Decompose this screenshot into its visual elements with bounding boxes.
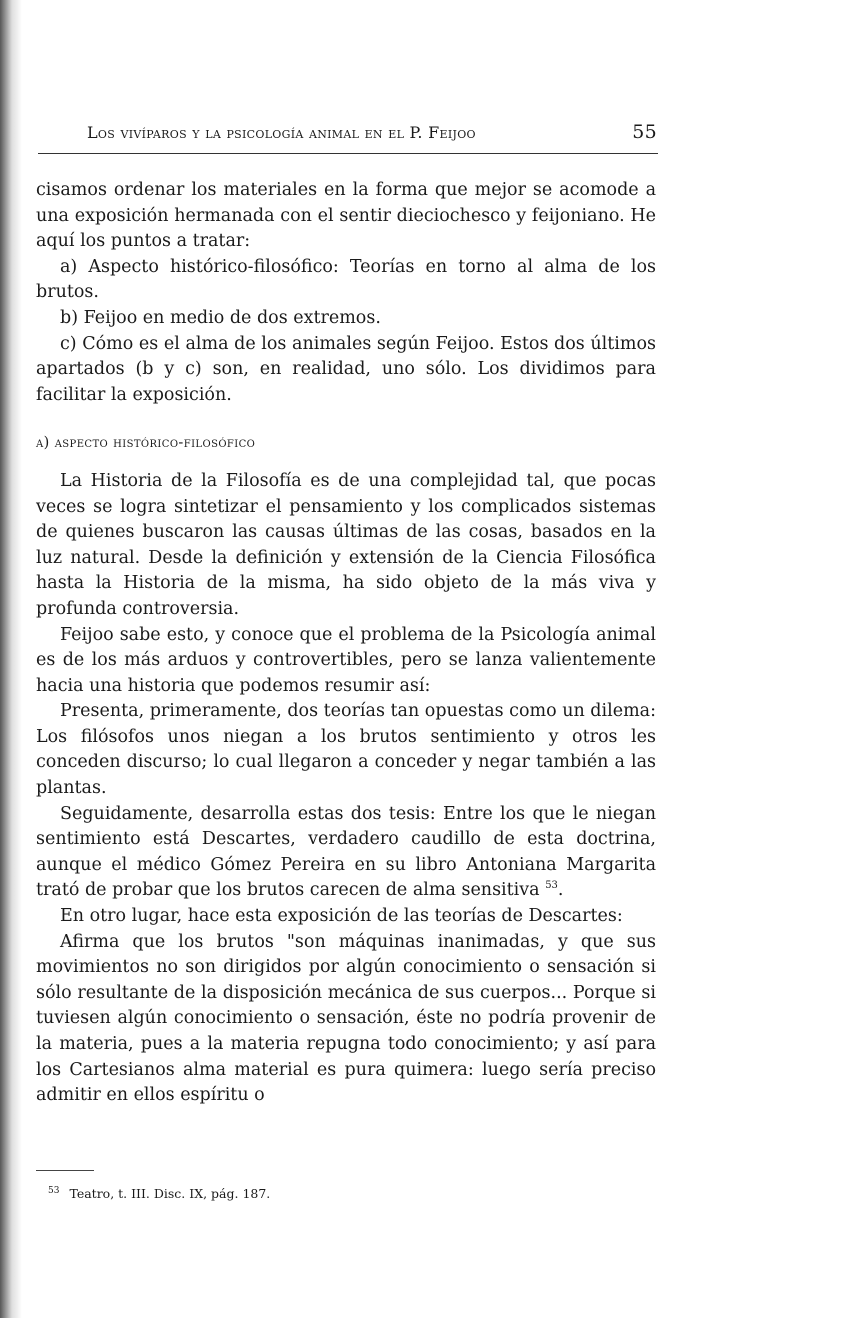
section-heading: a) aspecto histórico-filosófico bbox=[36, 435, 256, 452]
paragraph: En otro lugar, hace esta exposición de las teorías de Descartes: bbox=[60, 906, 623, 927]
page-number: 55 bbox=[632, 121, 657, 143]
header-rule bbox=[38, 153, 658, 154]
paragraph: Presenta, primeramente, dos teorías tan opuestas como un dilema: Los filósofos unos niegan a los brutos sentimiento y otros les conceden discurso; lo cual llegaron a conceder y negar también a las plantas. bbox=[36, 701, 656, 799]
footnote-reference: 53 bbox=[545, 880, 558, 892]
list-item-a: a) Aspecto histórico-filosófico: Teorías en torno al alma de los brutos. bbox=[36, 256, 656, 303]
running-title: Los vivíparos y la psicología animal en el P. Feijoo bbox=[87, 123, 476, 142]
footnote bbox=[48, 1186, 270, 1201]
footnote-text: Teatro, t. III. Disc. IX, pág. 187. bbox=[69, 1186, 271, 1202]
paragraph: La Historia de la Filosofía es de una complejidad tal, que pocas veces se logra sintetizar el pensamiento y los complicados sistemas de quienes buscaron las causas últimas de las cosas, basados en la luz natural. Desde la definición y extensión de la Ciencia Filosófica hasta la Historia de la misma, ha sido objeto de la más viva y profunda controversia. bbox=[36, 470, 656, 619]
paragraph-continuation: cisamos ordenar los materiales en la forma que mejor se acomode a una exposición hermanada con el sentir dieciochesco y feijoniano. He aquí los puntos a tratar: bbox=[36, 180, 656, 252]
list-item-b: b) Feijoo en medio de dos extremos. bbox=[60, 307, 381, 328]
running-header bbox=[87, 123, 657, 142]
paragraph: Afirma que los brutos "son máquinas inanimadas, y que sus movimientos no son dirigidos por algún conocimiento o sensación si sólo resultante de la disposición mecánica de sus cuerpos... Porque si tuviesen algún conocimiento o sensación, éste no podría provenir de la materia, pues a la materia repugna todo conocimiento; y así para los Cartesianos alma material es pura quimera: luego sería preciso admitir en ellos espíritu o bbox=[36, 931, 656, 1106]
paragraph: Feijoo sabe esto, y conoce que el problema de la Psicología animal es de los más arduos y controvertibles, pero se lanza valientemente hacia una historia que podemos resumir así: bbox=[36, 624, 656, 696]
book-spine-shadow bbox=[0, 0, 22, 1318]
footnote-rule bbox=[36, 1170, 94, 1171]
paragraph-end: . bbox=[557, 880, 564, 901]
paragraph-text: Seguidamente, desarrolla estas dos tesis: Entre los que le niegan sentimiento está Descartes, verdadero caudillo de esta doctrina, aunque el médico Gómez Pereira en su libro Antoniana Margarita trató de probar que los brutos carecen de alma sensitiva bbox=[36, 803, 656, 901]
list-item-c: c) Cómo es el alma de los animales según Feijoo. Estos dos últimos apartados (b y c) son, en realidad, uno sólo. Los dividimos para facilitar la exposición. bbox=[36, 333, 656, 405]
paragraph bbox=[36, 802, 656, 904]
page-body bbox=[36, 178, 656, 1109]
footnote-mark: 53 bbox=[48, 1186, 60, 1196]
